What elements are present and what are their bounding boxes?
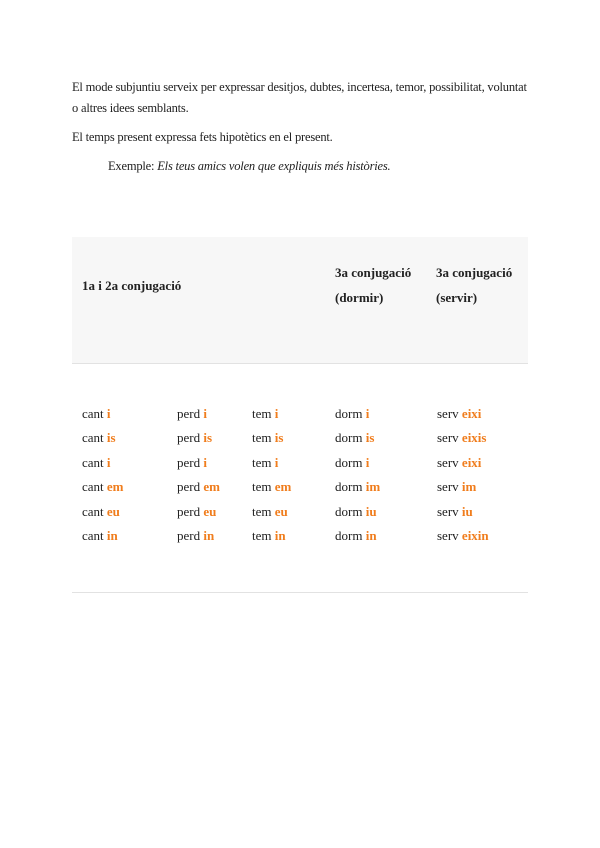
tense-paragraph: El temps present expressa fets hipotètics en el present.	[72, 130, 333, 144]
conjugation-cell	[437, 524, 489, 548]
verb-stem: serv	[437, 406, 459, 421]
verb-ending: eixi	[461, 406, 482, 421]
conjugation-cell	[335, 402, 369, 426]
verb-stem: serv	[437, 454, 459, 470]
verb-stem: dorm	[335, 527, 363, 543]
verb-stem: perd	[177, 527, 201, 543]
verb-ending: is	[203, 430, 213, 446]
verb-ending: i	[274, 406, 279, 421]
verb-stem: tem	[252, 503, 272, 519]
conjugation-cell	[252, 500, 288, 524]
verb-stem: tem	[252, 527, 272, 543]
conjugation-cell	[437, 451, 481, 475]
header-first-second-conjugation: 1a i 2a conjugació	[82, 278, 182, 293]
verb-stem: tem	[252, 479, 272, 495]
example-sentence: Els teus amics volen que expliquis més històries.	[157, 159, 391, 173]
table-row	[72, 402, 528, 426]
verb-ending: im	[461, 479, 477, 495]
conjugation-cell	[177, 426, 212, 450]
verb-stem: dorm	[335, 430, 363, 446]
conjugation-cell	[335, 500, 377, 524]
verb-ending: is	[365, 430, 375, 446]
table-row	[72, 426, 528, 450]
conjugation-cell	[335, 524, 377, 548]
verb-stem: serv	[437, 430, 459, 446]
verb-stem: serv	[437, 503, 459, 519]
table-bottom-divider	[72, 592, 528, 593]
verb-stem: perd	[177, 430, 201, 446]
verb-ending: is	[106, 430, 116, 446]
table-row	[72, 451, 528, 475]
table-row	[72, 500, 528, 524]
conjugation-cell	[177, 402, 207, 426]
verb-ending: in	[274, 527, 286, 543]
conjugation-cell	[437, 500, 473, 524]
verb-ending: i	[106, 454, 111, 470]
verb-ending: im	[365, 479, 381, 495]
verb-stem: serv	[437, 479, 459, 495]
conjugation-cell	[177, 500, 216, 524]
verb-ending: eu	[106, 503, 120, 519]
conjugation-cell	[335, 426, 374, 450]
verb-ending: in	[106, 527, 118, 543]
conjugation-cell	[437, 426, 486, 450]
conjugation-cell	[177, 451, 207, 475]
verb-stem: perd	[177, 479, 201, 495]
verb-stem: tem	[252, 406, 272, 421]
verb-stem: dorm	[335, 479, 363, 495]
example-line	[108, 156, 390, 177]
verb-stem: tem	[252, 430, 272, 446]
verb-stem: perd	[177, 406, 201, 421]
conjugation-cell	[252, 402, 278, 426]
conjugation-cell	[437, 402, 481, 426]
verb-stem: perd	[177, 454, 201, 470]
verb-stem: cant	[82, 503, 104, 519]
table-row	[72, 524, 528, 548]
conjugation-cell	[177, 524, 214, 548]
verb-ending: eixis	[461, 430, 487, 446]
verb-stem: dorm	[335, 454, 363, 470]
verb-ending: in	[365, 527, 377, 543]
conjugation-cell	[82, 524, 118, 548]
conjugation-cell	[82, 475, 124, 499]
conjugation-cell	[335, 475, 380, 499]
verb-ending: i	[203, 406, 207, 421]
verb-ending: i	[365, 454, 370, 470]
verb-stem: serv	[437, 527, 459, 543]
header-third-conjugation-dormir: 3a conjugació (dormir)	[335, 265, 412, 305]
verb-ending: i	[106, 406, 111, 421]
verb-stem: cant	[82, 454, 104, 470]
conjugation-cell	[252, 524, 286, 548]
verb-stem: perd	[177, 503, 201, 519]
verb-ending: is	[274, 430, 284, 446]
verb-ending: in	[203, 527, 215, 543]
verb-stem: cant	[82, 430, 104, 446]
conjugation-cell	[82, 402, 111, 426]
verb-stem: dorm	[335, 503, 363, 519]
verb-ending: iu	[365, 503, 377, 519]
intro-paragraph: El mode subjuntiu serveix per expressar desitjos, dubtes, incertesa, temor, possibilitat, voluntat o altres idees semblants.	[72, 80, 527, 115]
conjugation-table-body	[72, 402, 528, 548]
table-row	[72, 475, 528, 499]
verb-ending: i	[274, 454, 279, 470]
conjugation-cell	[437, 475, 476, 499]
verb-ending: iu	[461, 503, 473, 519]
verb-stem: cant	[82, 406, 104, 421]
conjugation-cell	[82, 500, 120, 524]
conjugation-cell	[335, 451, 369, 475]
verb-ending: i	[203, 454, 207, 470]
header-third-conjugation-servir: 3a conjugació (servir)	[436, 265, 513, 305]
conjugation-cell	[177, 475, 220, 499]
verb-stem: dorm	[335, 406, 363, 421]
verb-ending: eixi	[461, 454, 482, 470]
conjugation-cell	[82, 451, 111, 475]
verb-stem: tem	[252, 454, 272, 470]
conjugation-cell	[82, 426, 116, 450]
conjugation-cell	[252, 475, 291, 499]
example-label: Exemple:	[108, 159, 155, 173]
verb-ending: eu	[203, 503, 217, 519]
verb-ending: em	[274, 479, 292, 495]
verb-stem: cant	[82, 479, 104, 495]
conjugation-cell	[252, 426, 283, 450]
verb-ending: em	[106, 479, 124, 495]
verb-ending: em	[203, 479, 220, 495]
verb-ending: eixin	[461, 527, 489, 543]
conjugation-cell	[252, 451, 278, 475]
verb-stem: cant	[82, 527, 104, 543]
conjugation-table-header	[72, 237, 528, 364]
verb-ending: i	[365, 406, 370, 421]
verb-ending: eu	[274, 503, 288, 519]
